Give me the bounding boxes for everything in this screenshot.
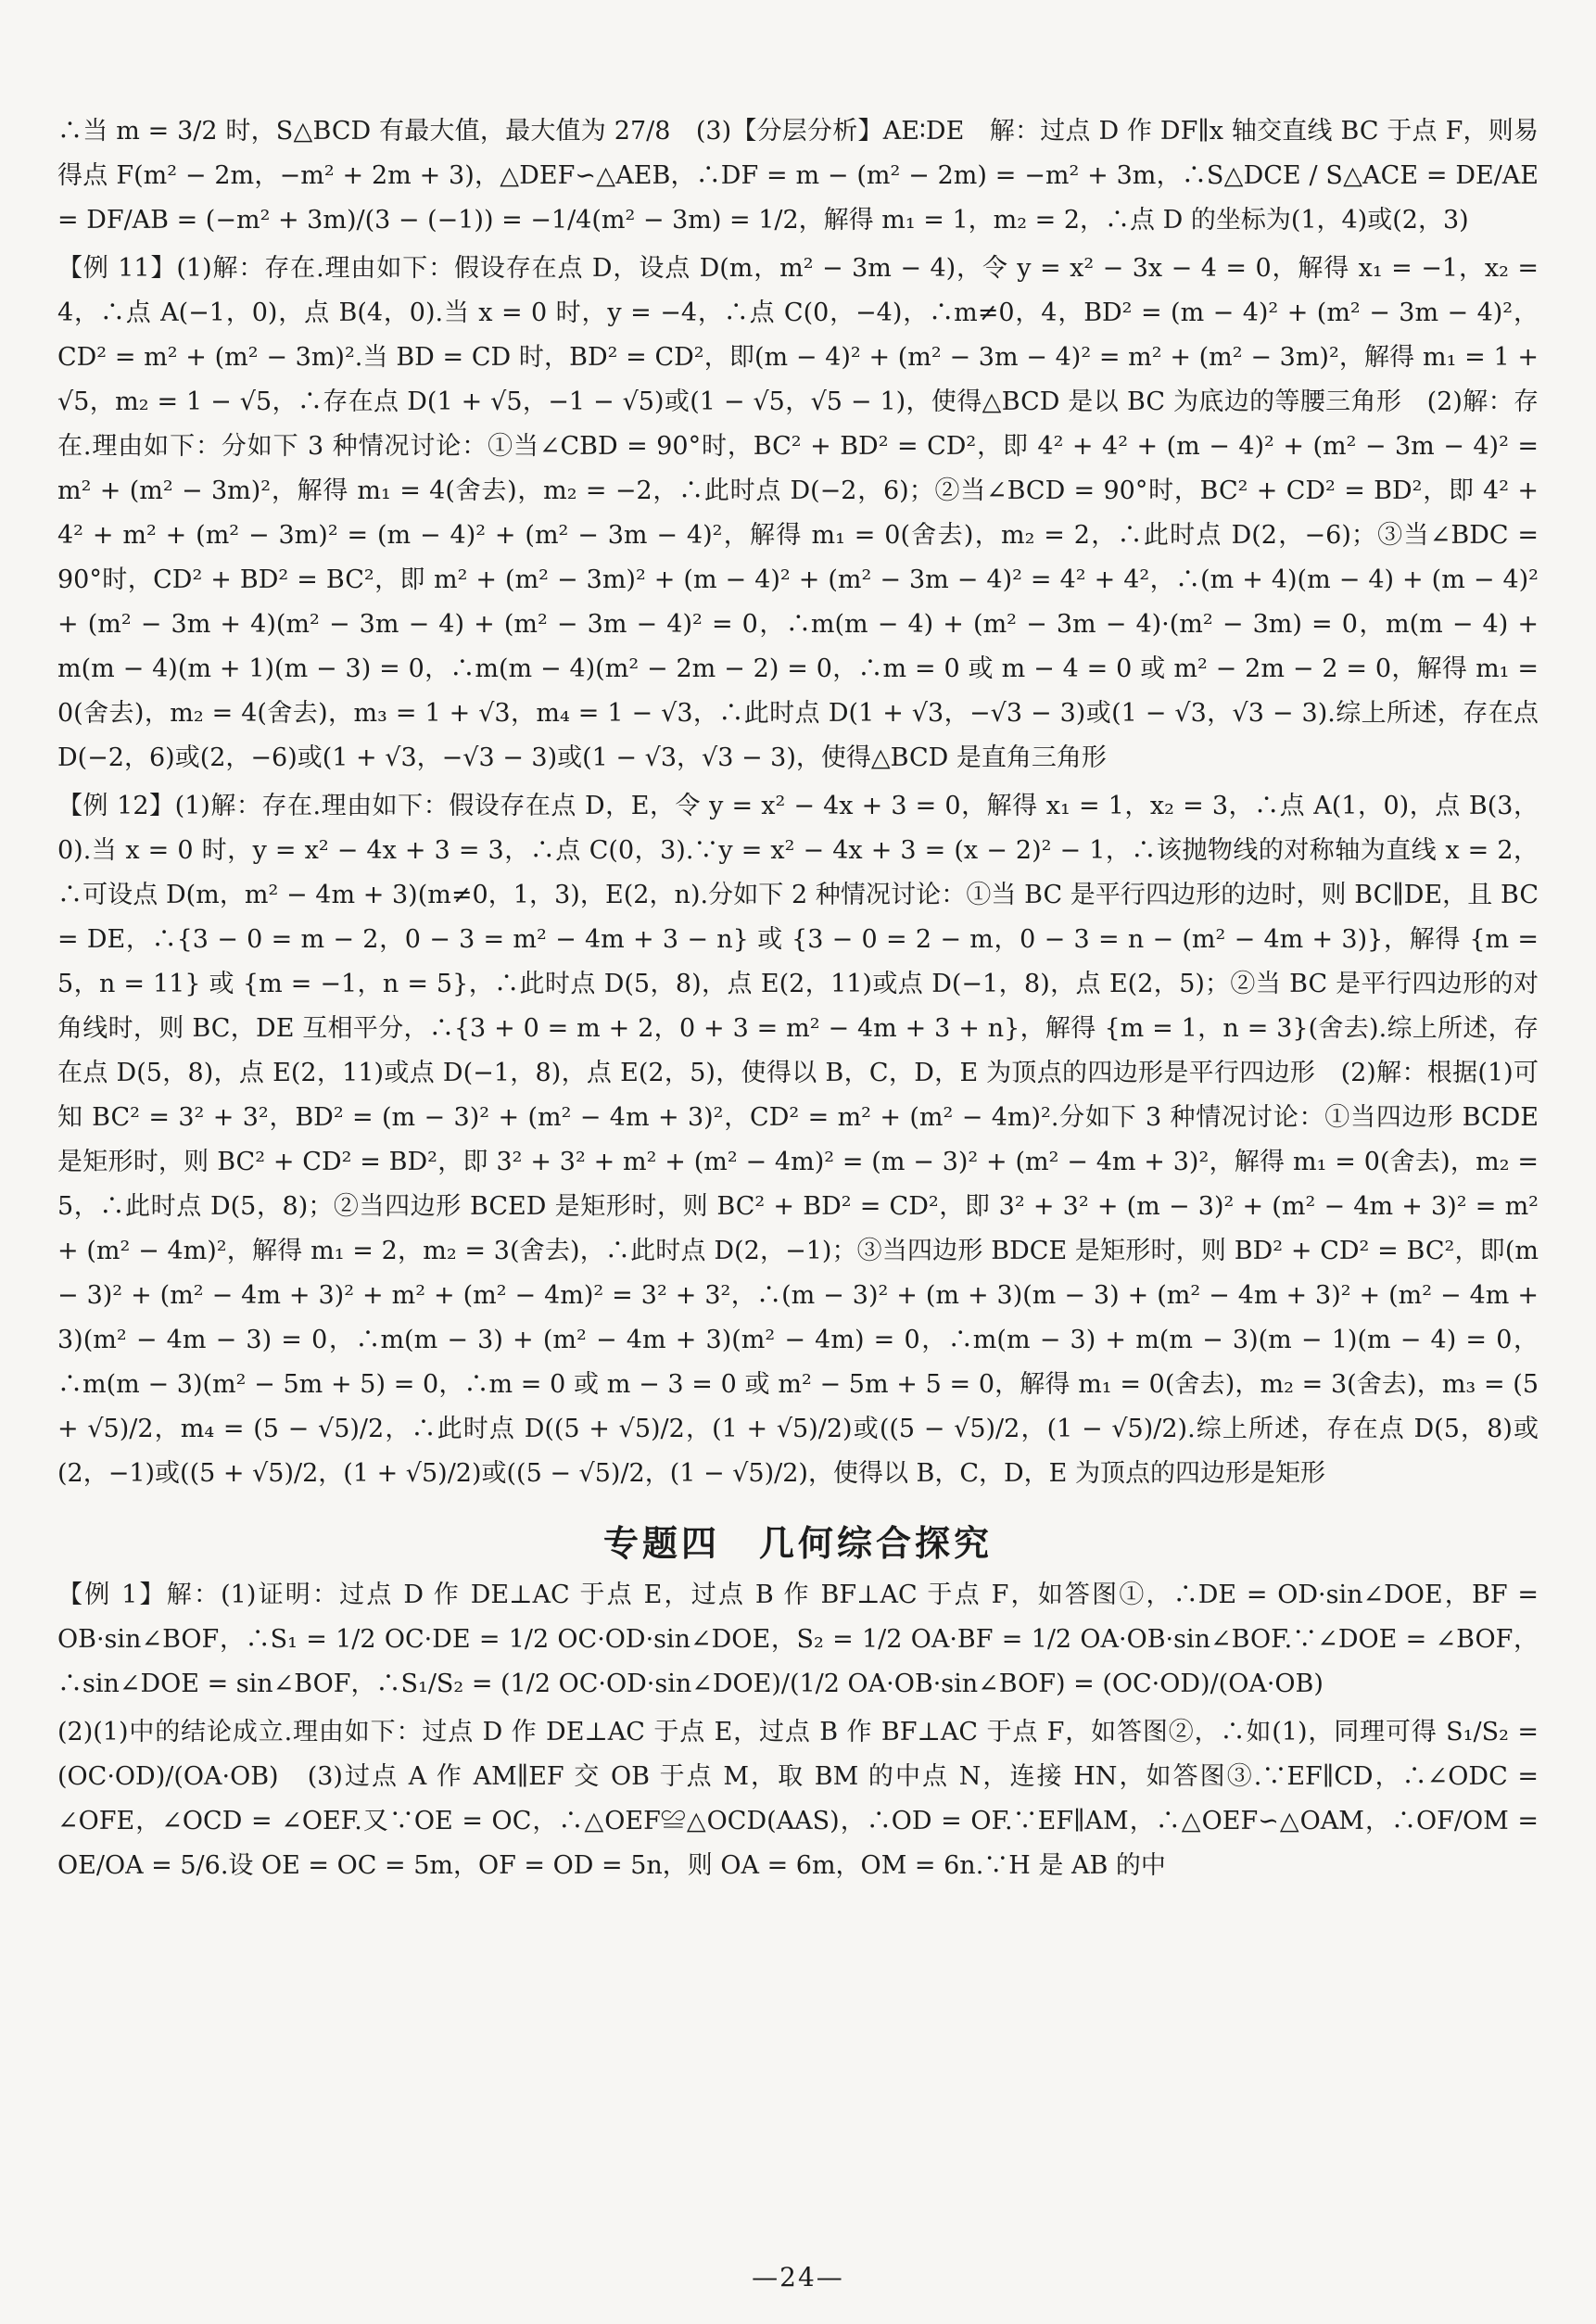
section-title: 专题四 几何综合探究 [602,1523,993,1564]
paragraph-example-11: 【例 11】(1)解：存在.理由如下：假设存在点 D，设点 D(m，m² − 3m − 4)，令 y = x² − 3x − 4 = 0，解得 x₁ = −1，x₂ = 4，∴点 A(−1，0)，点 B(4，0).当 x = 0 时，y = −4，∴点 C(0，−4)，∴m≠0，4，BD² = (m − 4)² + (m² − 3m − 4)²，CD² = m² + (m² − 3m)².当 BD = CD 时，BD² = CD²，即(m − 4)² + (m² − 3m − 4)² = m² + (m² − 3m)²，解得 m₁ = 1 + √5，m₂ = 1 − √5，∴存在点 D(1 + √5，−1 − √5)或(1 − √5，√5 − 1)，使得△BCD 是以 BC 为底边的等腰三角形 (2)解：存在.理由如下：分如下 3 种情况讨论：①当∠CBD = 90°时，BC² + BD² = CD²，即 4² + 4² + (m − 4)² + (m² − 3m − 4)² = m² + (m² − 3m)²，解得 m₁ = 4(舍去)，m₂ = −2，∴此时点 D(−2，6)；②当∠BCD = 90°时，BC² + CD² = BD²，即 4² + 4² + m² + (m² − 3m)² = (m − 4)² + (m² − 3m − 4)²，解得 m₁ = 0(舍去)，m₂ = 2，∴此时点 D(2，−6)；③当∠BDC = 90°时，CD² + BD² = BC²，即 m² + (m² − 3m)² + (m − 4)² + (m² − 3m − 4)² = 4² + 4²，∴(m + 4)(m − 4) + (m − 4)² + (m² − 3m + 4)(m² − 3m − 4) + (m² − 3m − 4)² = 0，∴m(m − 4) + (m² − 3m − 4)·(m² − 3m) = 0，m(m − 4) + m(m − 4)(m + 1)(m − 3) = 0，∴m(m − 4)(m² − 2m − 2) = 0，∴m = 0 或 m − 4 = 0 或 m² − 2m − 2 = 0，解得 m₁ = 0(舍去)，m₂ = 4(舍去)，m₃ = 1 + √3，m₄ = 1 − √3，∴此时点 D(1 + √3，−√3 − 3)或(1 − √3，√3 − 3).综上所述，存在点 D(−2，6)或(2，−6)或(1 + √3，−√3 − 3)或(1 − √3，√3 − 3)，使得△BCD 是直角三角形 [57,254,1539,772]
page-number: —24— [752,2262,844,2292]
paragraph-example-10-part3: ∴当 m = 3/2 时，S△BCD 有最大值，最大值为 27/8 (3)【分层分析】AE∶DE 解：过点 D 作 DF∥x 轴交直线 BC 于点 F，则易得点 F(m² − 2m，−m² + 2m + 3)，△DEF∽△AEB，∴DF = m − (m² − 2m) = −m² + 3m，∴S△DCE / S△ACE = DE/AE = DF/AB = (−m² + 3m)/(3 − (−1)) = −1/4(m² − 3m) = 1/2，解得 m₁ = 1，m₂ = 2，∴点 D 的坐标为(1，4)或(2，3) [57,117,1539,235]
paragraph-section-example-1: 【例 1】解：(1)证明：过点 D 作 DE⊥AC 于点 E，过点 B 作 BF⊥AC 于点 F，如答图①，∴DE = OD·sin∠DOE，BF = OB·sin∠BOF，∴S₁ = 1/2 OC·DE = 1/2 OC·OD·sin∠DOE，S₂ = 1/2 OA·BF = 1/2 OA·OB·sin∠BOF.∵∠DOE = ∠BOF，∴sin∠DOE = sin∠BOF，∴S₁/S₂ = (1/2 OC·OD·sin∠DOE)/(1/2 OA·OB·sin∠BOF) = (OC·OD)/(OA·OB) [57,1581,1539,1698]
paragraph-example-12: 【例 12】(1)解：存在.理由如下：假设存在点 D，E，令 y = x² − 4x + 3 = 0，解得 x₁ = 1，x₂ = 3，∴点 A(1，0)，点 B(3，0).当 x = 0 时，y = x² − 4x + 3 = 3，∴点 C(0，3).∵y = x² − 4x + 3 = (x − 2)² − 1，∴该抛物线的对称轴为直线 x = 2，∴可设点 D(m，m² − 4m + 3)(m≠0，1，3)，E(2，n).分如下 2 种情况讨论：①当 BC 是平行四边形的边时，则 BC∥DE，且 BC = DE，∴{3 − 0 = m − 2，0 − 3 = m² − 4m + 3 − n} 或 {3 − 0 = 2 − m，0 − 3 = n − (m² − 4m + 3)}，解得 {m = 5，n = 11} 或 {m = −1，n = 5}，∴此时点 D(5，8)，点 E(2，11)或点 D(−1，8)，点 E(2，5)；②当 BC 是平行四边形的对角线时，则 BC，DE 互相平分，∴{3 + 0 = m + 2，0 + 3 = m² − 4m + 3 + n}，解得 {m = 1，n = 3}(舍去).综上所述，存在点 D(5，8)，点 E(2，11)或点 D(−1，8)，点 E(2，5)，使得以 B，C，D，E 为顶点的四边形是平行四边形 (2)解：根据(1)可知 BC² = 3² + 3²，BD² = (m − 3)² + (m² − 4m + 3)²，CD² = m² + (m² − 4m)².分如下 3 种情况讨论：①当四边形 BCDE 是矩形时，则 BC² + CD² = BD²，即 3² + 3² + m² + (m² − 4m)² = (m − 3)² + (m² − 4m + 3)²，解得 m₁ = 0(舍去)，m₂ = 5，∴此时点 D(5，8)；②当四边形 BCED 是矩形时，则 BC² + BD² = CD²，即 3² + 3² + (m − 3)² + (m² − 4m + 3)² = m² + (m² − 4m)²，解得 m₁ = 2，m₂ = 3(舍去)，∴此时点 D(2，−1)；③当四边形 BDCE 是矩形时，则 BD² + CD² = BC²，即(m − 3)² + (m² − 4m + 3)² + m² + (m² − 4m)² = 3² + 3²，∴(m − 3)² + (m + 3)(m − 3) + (m² − 4m + 3)² + (m² − 4m + 3)(m² − 4m − 3) = 0，∴m(m − 3) + (m² − 4m + 3)(m² − 4m) = 0，∴m(m − 3) + m(m − 3)(m − 1)(m − 4) = 0，∴m(m − 3)(m² − 5m + 5) = 0，∴m = 0 或 m − 3 = 0 或 m² − 5m + 5 = 0，解得 m₁ = 0(舍去)，m₂ = 3(舍去)，m₃ = (5 + √5)/2，m₄ = (5 − √5)/2，∴此时点 D((5 + √5)/2，(1 + √5)/2)或((5 − √5)/2，(1 − √5)/2).综上所述，存在点 D(5，8)或(2，−1)或((5 + √5)/2，(1 + √5)/2)或((5 − √5)/2，(1 − √5)/2)，使得以 B，C，D，E 为顶点的四边形是矩形 [57,792,1539,1488]
page-content [57,109,1539,1888]
paragraph-section-example-1-part2: (2)(1)中的结论成立.理由如下：过点 D 作 DE⊥AC 于点 E，过点 B 作 BF⊥AC 于点 F，如答图②，∴如(1)，同理可得 S₁/S₂ = (OC·OD)/(OA·OB) (3)过点 A 作 AM∥EF 交 OB 于点 M，取 BM 的中点 N，连接 HN，如答图③.∵EF∥CD，∴∠ODC = ∠OFE，∠OCD = ∠OEF.又∵OE = OC，∴△OEF≌△OCD(AAS)，∴OD = OF.∵EF∥AM，∴△OEF∽△OAM，∴OF/OM = OE/OA = 5/6.设 OE = OC = 5m，OF = OD = 5n，则 OA = 6m，OM = 6n.∵H 是 AB 的中 [57,1718,1539,1880]
